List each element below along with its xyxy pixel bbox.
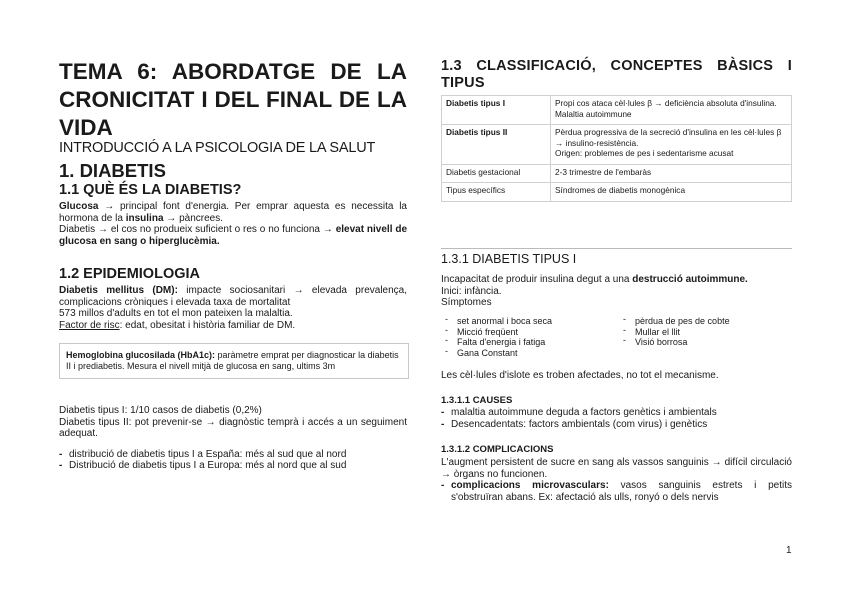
text-millions: 573 millos d'adults en tot el mon pateixen la malaltia.	[59, 308, 293, 319]
text-insulina: insulina	[125, 212, 164, 224]
causes-list-wrap	[441, 407, 792, 430]
paragraph-islote	[441, 370, 792, 382]
table-value: Propi cos ataca cèl·lules β → deficiència absoluta d'insulina. Malaltia autoimmune	[551, 96, 792, 125]
text-tipus-1: Diabetis tipus I: 1/10 casos de diabetis (0,2%)	[59, 405, 262, 416]
classification-table	[441, 95, 792, 202]
table-row	[442, 125, 792, 165]
list-item: - Mullar el llit	[619, 327, 730, 338]
text-factor-risc: Factor de risc	[59, 319, 120, 331]
causes-list	[441, 407, 792, 430]
table-cell-key	[442, 164, 551, 183]
paragraph-que-es	[59, 201, 407, 247]
table-cell-key	[442, 183, 551, 202]
symptoms-col-1	[441, 316, 619, 358]
paragraph-epidemiologia	[59, 285, 407, 331]
text-pancrees: → pàncrees.	[163, 212, 223, 224]
list-item: - Distribució de diabetis tipus I a Europa: més al nord que al sud	[59, 460, 407, 472]
symptoms-list	[441, 316, 792, 358]
divider	[441, 248, 792, 249]
section-heading-que-es: 1.1 QUÈ ÉS LA DIABETIS?	[59, 182, 242, 198]
list-item: - set anormal i boca seca	[441, 316, 619, 327]
distribution-list	[59, 449, 407, 472]
text-dm-def: impacte sociosanitari → elevada prevalença, complicacions cròniques i elevada taxa de mortalitat	[59, 285, 407, 308]
text-hiperglucemia: elevat nivell de glucosa en sang o hiperglucèmia.	[59, 224, 408, 247]
paragraph-tipus	[59, 405, 407, 472]
page-subtitle: INTRODUCCIÓ A LA PSICOLOGIA DE LA SALUT	[59, 140, 376, 156]
section-heading-classificacio: 1.3 CLASSIFICACIÓ, CONCEPTES BÀSICS I TIPUS	[441, 58, 792, 91]
text-hba1c-def: paràmetre emprat per diagnosticar la diabetis II i prediabetis. Mesura el nivell mitjà de glucosa en sang, ultims 3m	[66, 350, 399, 371]
table-key: Diabetis gestacional	[446, 166, 521, 177]
text-microvasculars: complicacions microvasculars:	[451, 480, 609, 491]
text-augment: L'augment persistent de sucre en sang als vassos sanguinis → difícil circulació → òrgans no funcionen.	[441, 457, 792, 480]
list-item: - Falta d'energia i fatiga	[441, 337, 619, 348]
list-item: - Desencadentats: factors ambientals (com virus) i genètics	[441, 419, 792, 431]
section-heading-causes: 1.3.1.1 CAUSES	[441, 395, 513, 406]
paragraph-complicacions	[441, 457, 792, 503]
table-value: Pèrdua progressiva de la secreció d'insulina en les cèl·lules β → insulino-resistència. Origen: problemes de pes i sedentarisme acusat	[551, 125, 792, 165]
hba1c-box	[59, 343, 409, 379]
text-factor-risc-def: : edat, obesitat i història familiar de DM.	[119, 319, 296, 331]
page-title: TEMA 6: ABORDATGE DE LA CRONICITAT I DEL FINAL DE LA VIDA	[59, 59, 407, 140]
table-key: Tipus específics	[446, 185, 506, 195]
section-heading-diabetis: 1. DIABETIS	[59, 160, 166, 181]
text-islote: Les cèl·lules d'islote es troben afectades, no tot el mecanisme.	[441, 370, 719, 381]
text-glucosa: Glucosa	[59, 201, 99, 212]
section-heading-epidemiologia: 1.2 EPIDEMIOLOGIA	[59, 266, 200, 282]
list-item: - pèrdua de pes de cobte	[619, 316, 730, 327]
text-microvasculars-def: vasos sanguinis estrets i petits s'obstruïran abans. Ex: afectació als ulls, ronyó o dels nervis	[451, 480, 792, 503]
table-value: Síndromes de diabetis monogènica	[551, 183, 792, 202]
table-row	[442, 183, 792, 202]
table-key: Diabetis tipus II	[446, 127, 508, 137]
table-row	[442, 164, 792, 183]
list-item: - distribució de diabetis tipus I a España: més al sud que al nord	[59, 449, 407, 461]
section-heading-tipus-1: 1.3.1 DIABETIS TIPUS I	[441, 252, 577, 266]
list-item: - Gana Constant	[441, 348, 619, 359]
table-cell-key	[442, 125, 551, 165]
list-item: - Micció freqüent	[441, 327, 619, 338]
page-number: 1	[786, 545, 792, 556]
table-value: 2-3 trimestre de l'embaràs	[551, 164, 792, 183]
text-diabetis-def: Diabetis → el cos no produeix suficient o res o no funciona →	[59, 224, 336, 235]
list-item: - malaltia autoimmune deguda a factors genètics i ambientals	[441, 407, 792, 419]
section-heading-complicacions: 1.3.1.2 COMPLICACIONS	[441, 444, 554, 455]
text-hba1c: Hemoglobina glucosilada (HbA1c):	[66, 350, 216, 360]
table-key: Diabetis tipus I	[446, 98, 506, 108]
list-item: - Visió borrosa	[619, 337, 730, 348]
symptoms-col-2	[619, 316, 730, 358]
text-destruccio: destrucció autoimmune.	[632, 274, 748, 285]
text-dm: Diabetis mellitus (DM):	[59, 285, 178, 296]
paragraph-tipus-1	[441, 274, 792, 309]
table-row	[442, 96, 792, 125]
text-glucosa-def: → principal font d'energia. Per emprar aquesta es necessita la hormona de la	[59, 201, 407, 224]
table-cell-key	[442, 96, 551, 125]
text-incapacitat: Incapacitat de produir insulina degut a una	[441, 274, 633, 285]
list-item	[441, 480, 792, 503]
text-inici: Inici: infància.	[441, 285, 502, 297]
complications-list	[441, 480, 792, 503]
text-simptomes: Símptomes	[441, 297, 492, 308]
text-tipus-2: Diabetis tipus II: pot prevenir-se → diagnòstic temprà i accés a un seguiment adequat.	[59, 416, 407, 439]
